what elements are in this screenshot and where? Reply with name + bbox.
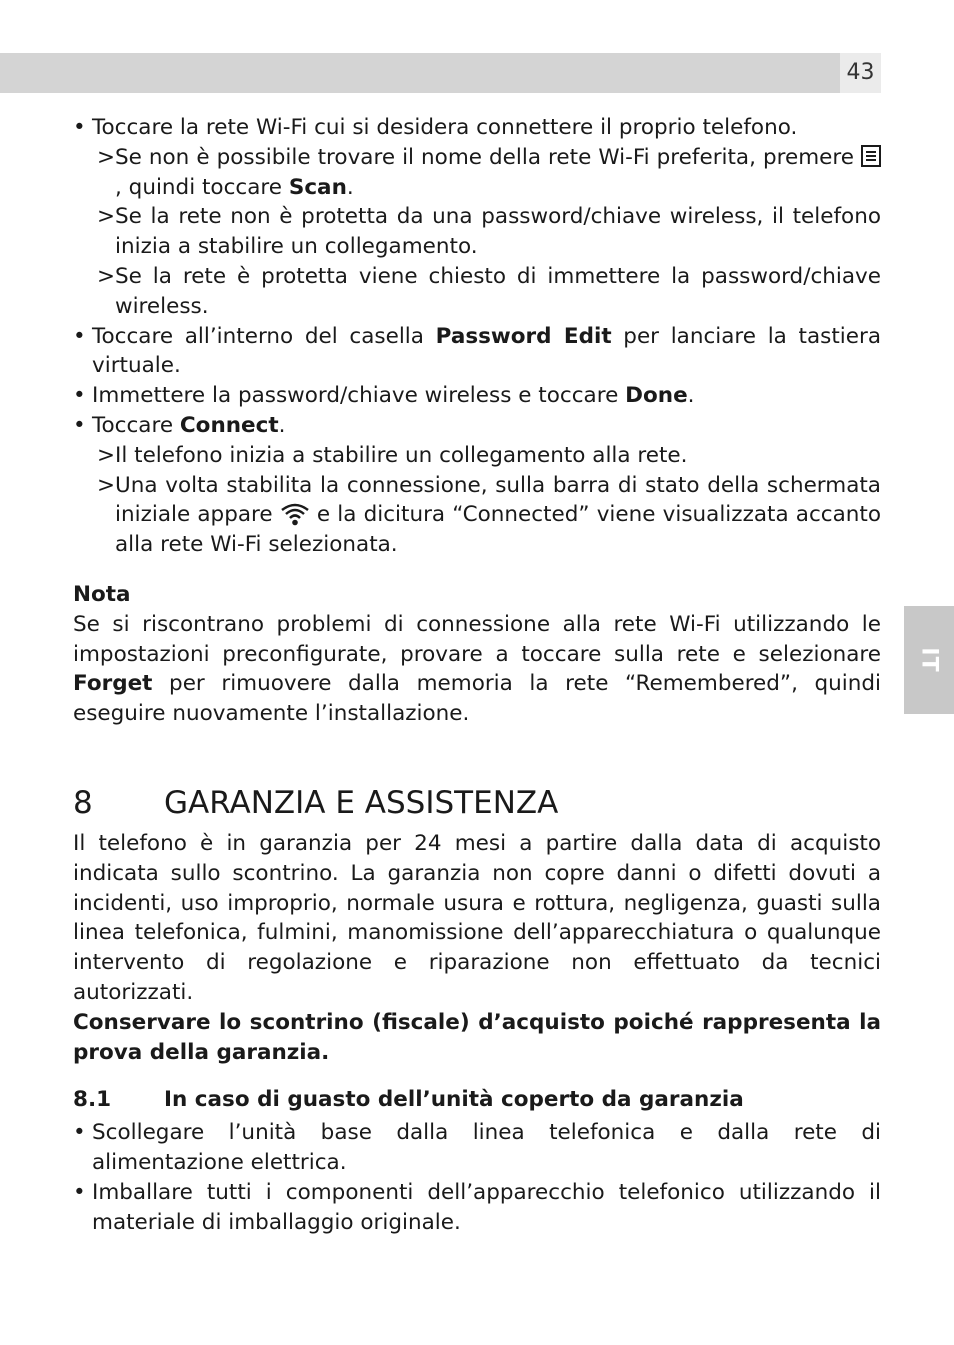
sub-mark: > <box>97 204 116 230</box>
sub-item: > Una volta stabilita la connessione, sulla barra di stato della schermata iniziale appare e la dicitura “Connected” viene visualizzata accanto alla rete Wi-Fi selezionata. <box>97 472 881 558</box>
subsection-title: In caso di guasto dell’unità coperto da garanzia <box>164 1087 744 1113</box>
sub-mark: > <box>97 263 116 289</box>
wifi-icon <box>280 502 310 526</box>
bullet-mark: • <box>73 412 86 438</box>
sub-mark: > <box>97 144 116 170</box>
list-item: • Toccare all’interno del casella Password Edit per lanciare la tastiera virtuale. <box>73 323 881 379</box>
list-item: • Toccare Connect. <box>73 411 881 441</box>
bullet-mark: • <box>73 383 86 409</box>
section-title: GARANZIA E ASSISTENZA <box>164 784 559 821</box>
section-body: Il telefono è in garanzia per 24 mesi a partire dalla data di acquisto indicata sullo scontrino. La garanzia non copre danni o difetti dovuti a incidenti, uso improprio, normale usura e rottura, negligenza, guasti sulla linea telefonica, fulmini, manomissione dell’apparecchiatura o qualunque intervento di regolazione e riparazione non effettuato da tecnici autorizzati. <box>73 830 881 1005</box>
warranty-note: Conservare lo scontrino (fiscale) d’acquisto poiché rappresenta la prova della garanzia. <box>73 1009 881 1065</box>
note-title: Nota <box>73 581 131 607</box>
page-number: 43 <box>840 53 881 93</box>
list-item: • Scollegare l’unità base dalla linea telefonica e dalla rete di alimentazione elettrica. <box>73 1120 881 1175</box>
subsection-number: 8.1 <box>73 1087 112 1113</box>
sub-item: > Se la rete è protetta viene chiesto di immettere la password/chiave wireless. <box>97 263 881 319</box>
bullet-mark: • <box>73 115 86 140</box>
sub-item: > Se la rete non è protetta da una password/chiave wireless, il telefono inizia a stabilire un collegamento. <box>97 204 881 260</box>
section-number: 8 <box>73 784 93 821</box>
sub-item: > Se non è possibile trovare il nome della rete Wi-Fi preferita, premere , quindi toccare Scan. <box>73 143 881 203</box>
list-item: • Immettere la password/chiave wireless e toccare Done. <box>73 381 881 411</box>
subsection-heading <box>73 1085 881 1115</box>
section-heading <box>73 783 881 823</box>
list-item: • Imballare tutti i componenti dell’apparecchio telefonico utilizzando il materiale di imballaggio originale. <box>73 1179 881 1235</box>
bullet-mark: • <box>73 1179 86 1205</box>
header-bar <box>0 53 840 93</box>
sub-mark: > <box>97 472 116 498</box>
page-content <box>73 113 881 1237</box>
language-tab <box>904 606 954 714</box>
sub-mark: > <box>97 442 116 468</box>
bullet-mark: • <box>73 323 86 349</box>
note-text: Se si riscontrano problemi di connessione alla rete Wi-Fi utilizzando le impostazioni preconfigurate, provare a toccare sulla rete e selezionare Forget per rimuovere dalla memoria la rete “Remembered”, quindi eseguire nuovamente l’installazione. <box>73 611 881 727</box>
sub-item: > Il telefono inizia a stabilire un collegamento alla rete. <box>73 441 881 471</box>
language-tab-label: IT <box>916 647 942 673</box>
list-item: • Toccare la rete Wi-Fi cui si desidera connettere il proprio telefono. <box>73 113 881 143</box>
bullet-mark: • <box>73 1120 86 1146</box>
menu-icon <box>861 145 881 167</box>
